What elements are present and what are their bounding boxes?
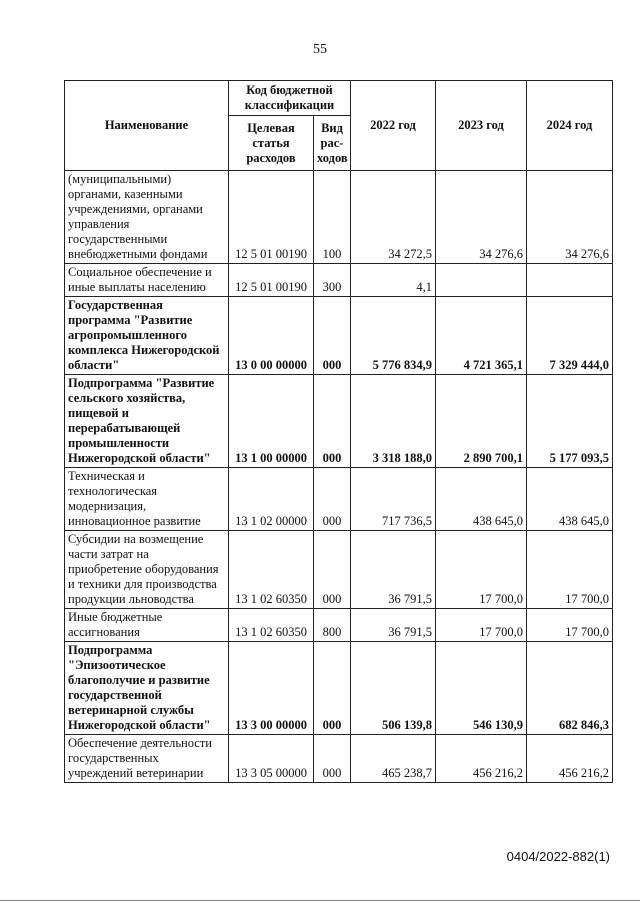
row-value-2023: 17 700,0 [436, 531, 527, 609]
table-row [65, 642, 613, 735]
row-target-article: 13 1 02 60350 [229, 531, 314, 609]
row-expense-kind: 000 [314, 468, 351, 531]
row-target-article: 13 1 00 00000 [229, 375, 314, 468]
row-value-2022: 34 272,5 [351, 171, 436, 264]
row-name: (муниципальными) органами, казенными учреждениями, органами управления государственными внебюджетными фондами [65, 171, 229, 264]
row-name: Техническая и технологическая модернизация, инновационное развитие [65, 468, 229, 531]
page-number: 55 [313, 42, 327, 57]
table-row [65, 264, 613, 297]
row-value-2023: 546 130,9 [436, 642, 527, 735]
table-row [65, 735, 613, 783]
row-value-2022: 3 318 188,0 [351, 375, 436, 468]
row-name: Обеспечение деятельности государственных учреждений ветеринарии [65, 735, 229, 783]
row-target-article: 13 0 00 00000 [229, 297, 314, 375]
row-name: Государственная программа "Развитие агропромышленного комплекса Нижегородской области" [65, 297, 229, 375]
row-name: Социальное обеспечение и иные выплаты населению [65, 264, 229, 297]
table-row [65, 468, 613, 531]
table-row [65, 531, 613, 609]
row-target-article: 12 5 01 00190 [229, 171, 314, 264]
row-value-2024: 17 700,0 [527, 531, 613, 609]
row-value-2023: 456 216,2 [436, 735, 527, 783]
row-value-2024: 34 276,6 [527, 171, 613, 264]
header-target-article: Целевая статья расходов [229, 116, 314, 171]
row-value-2024: 682 846,3 [527, 642, 613, 735]
row-value-2022: 36 791,5 [351, 609, 436, 642]
row-value-2023 [436, 264, 527, 297]
row-value-2024: 438 645,0 [527, 468, 613, 531]
row-value-2022: 506 139,8 [351, 642, 436, 735]
table-row [65, 171, 613, 264]
row-expense-kind: 000 [314, 297, 351, 375]
row-expense-kind: 000 [314, 375, 351, 468]
budget-table [64, 80, 613, 783]
row-target-article: 13 3 05 00000 [229, 735, 314, 783]
row-name: Иные бюджетные ассигнования [65, 609, 229, 642]
header-2023: 2023 год [436, 81, 527, 171]
header-expense-kind: Вид рас-ходов [314, 116, 351, 171]
header-name: Наименование [65, 81, 229, 171]
row-value-2022: 465 238,7 [351, 735, 436, 783]
row-value-2023: 438 645,0 [436, 468, 527, 531]
header-2024: 2024 год [527, 81, 613, 171]
row-value-2023: 34 276,6 [436, 171, 527, 264]
row-target-article: 12 5 01 00190 [229, 264, 314, 297]
row-value-2024: 456 216,2 [527, 735, 613, 783]
document-id: 0404/2022-882(1) [506, 849, 610, 864]
row-name: Подпрограмма "Эпизоотическое благополучие и развитие государственной ветеринарной службы Нижегородской области" [65, 642, 229, 735]
row-value-2022: 4,1 [351, 264, 436, 297]
header-2022: 2022 год [351, 81, 436, 171]
table-row [65, 609, 613, 642]
row-target-article: 13 3 00 00000 [229, 642, 314, 735]
row-expense-kind: 000 [314, 642, 351, 735]
row-value-2022: 5 776 834,9 [351, 297, 436, 375]
row-value-2024: 17 700,0 [527, 609, 613, 642]
row-value-2023: 2 890 700,1 [436, 375, 527, 468]
row-value-2023: 4 721 365,1 [436, 297, 527, 375]
row-expense-kind: 000 [314, 735, 351, 783]
row-target-article: 13 1 02 60350 [229, 609, 314, 642]
row-expense-kind: 800 [314, 609, 351, 642]
row-name: Субсидии на возмещение части затрат на приобретение оборудования и техники для производства продукции льноводства [65, 531, 229, 609]
row-value-2024: 5 177 093,5 [527, 375, 613, 468]
row-expense-kind: 000 [314, 531, 351, 609]
row-name: Подпрограмма "Развитие сельского хозяйства, пищевой и перерабатывающей промышленности Нижегородской области" [65, 375, 229, 468]
row-expense-kind: 100 [314, 171, 351, 264]
row-value-2024 [527, 264, 613, 297]
table-row [65, 375, 613, 468]
page-edge-line [0, 900, 640, 901]
row-value-2022: 36 791,5 [351, 531, 436, 609]
row-target-article: 13 1 02 00000 [229, 468, 314, 531]
table-row [65, 297, 613, 375]
row-value-2023: 17 700,0 [436, 609, 527, 642]
row-expense-kind: 300 [314, 264, 351, 297]
row-value-2024: 7 329 444,0 [527, 297, 613, 375]
row-value-2022: 717 736,5 [351, 468, 436, 531]
header-code-group: Код бюджетной классификации [229, 81, 351, 116]
